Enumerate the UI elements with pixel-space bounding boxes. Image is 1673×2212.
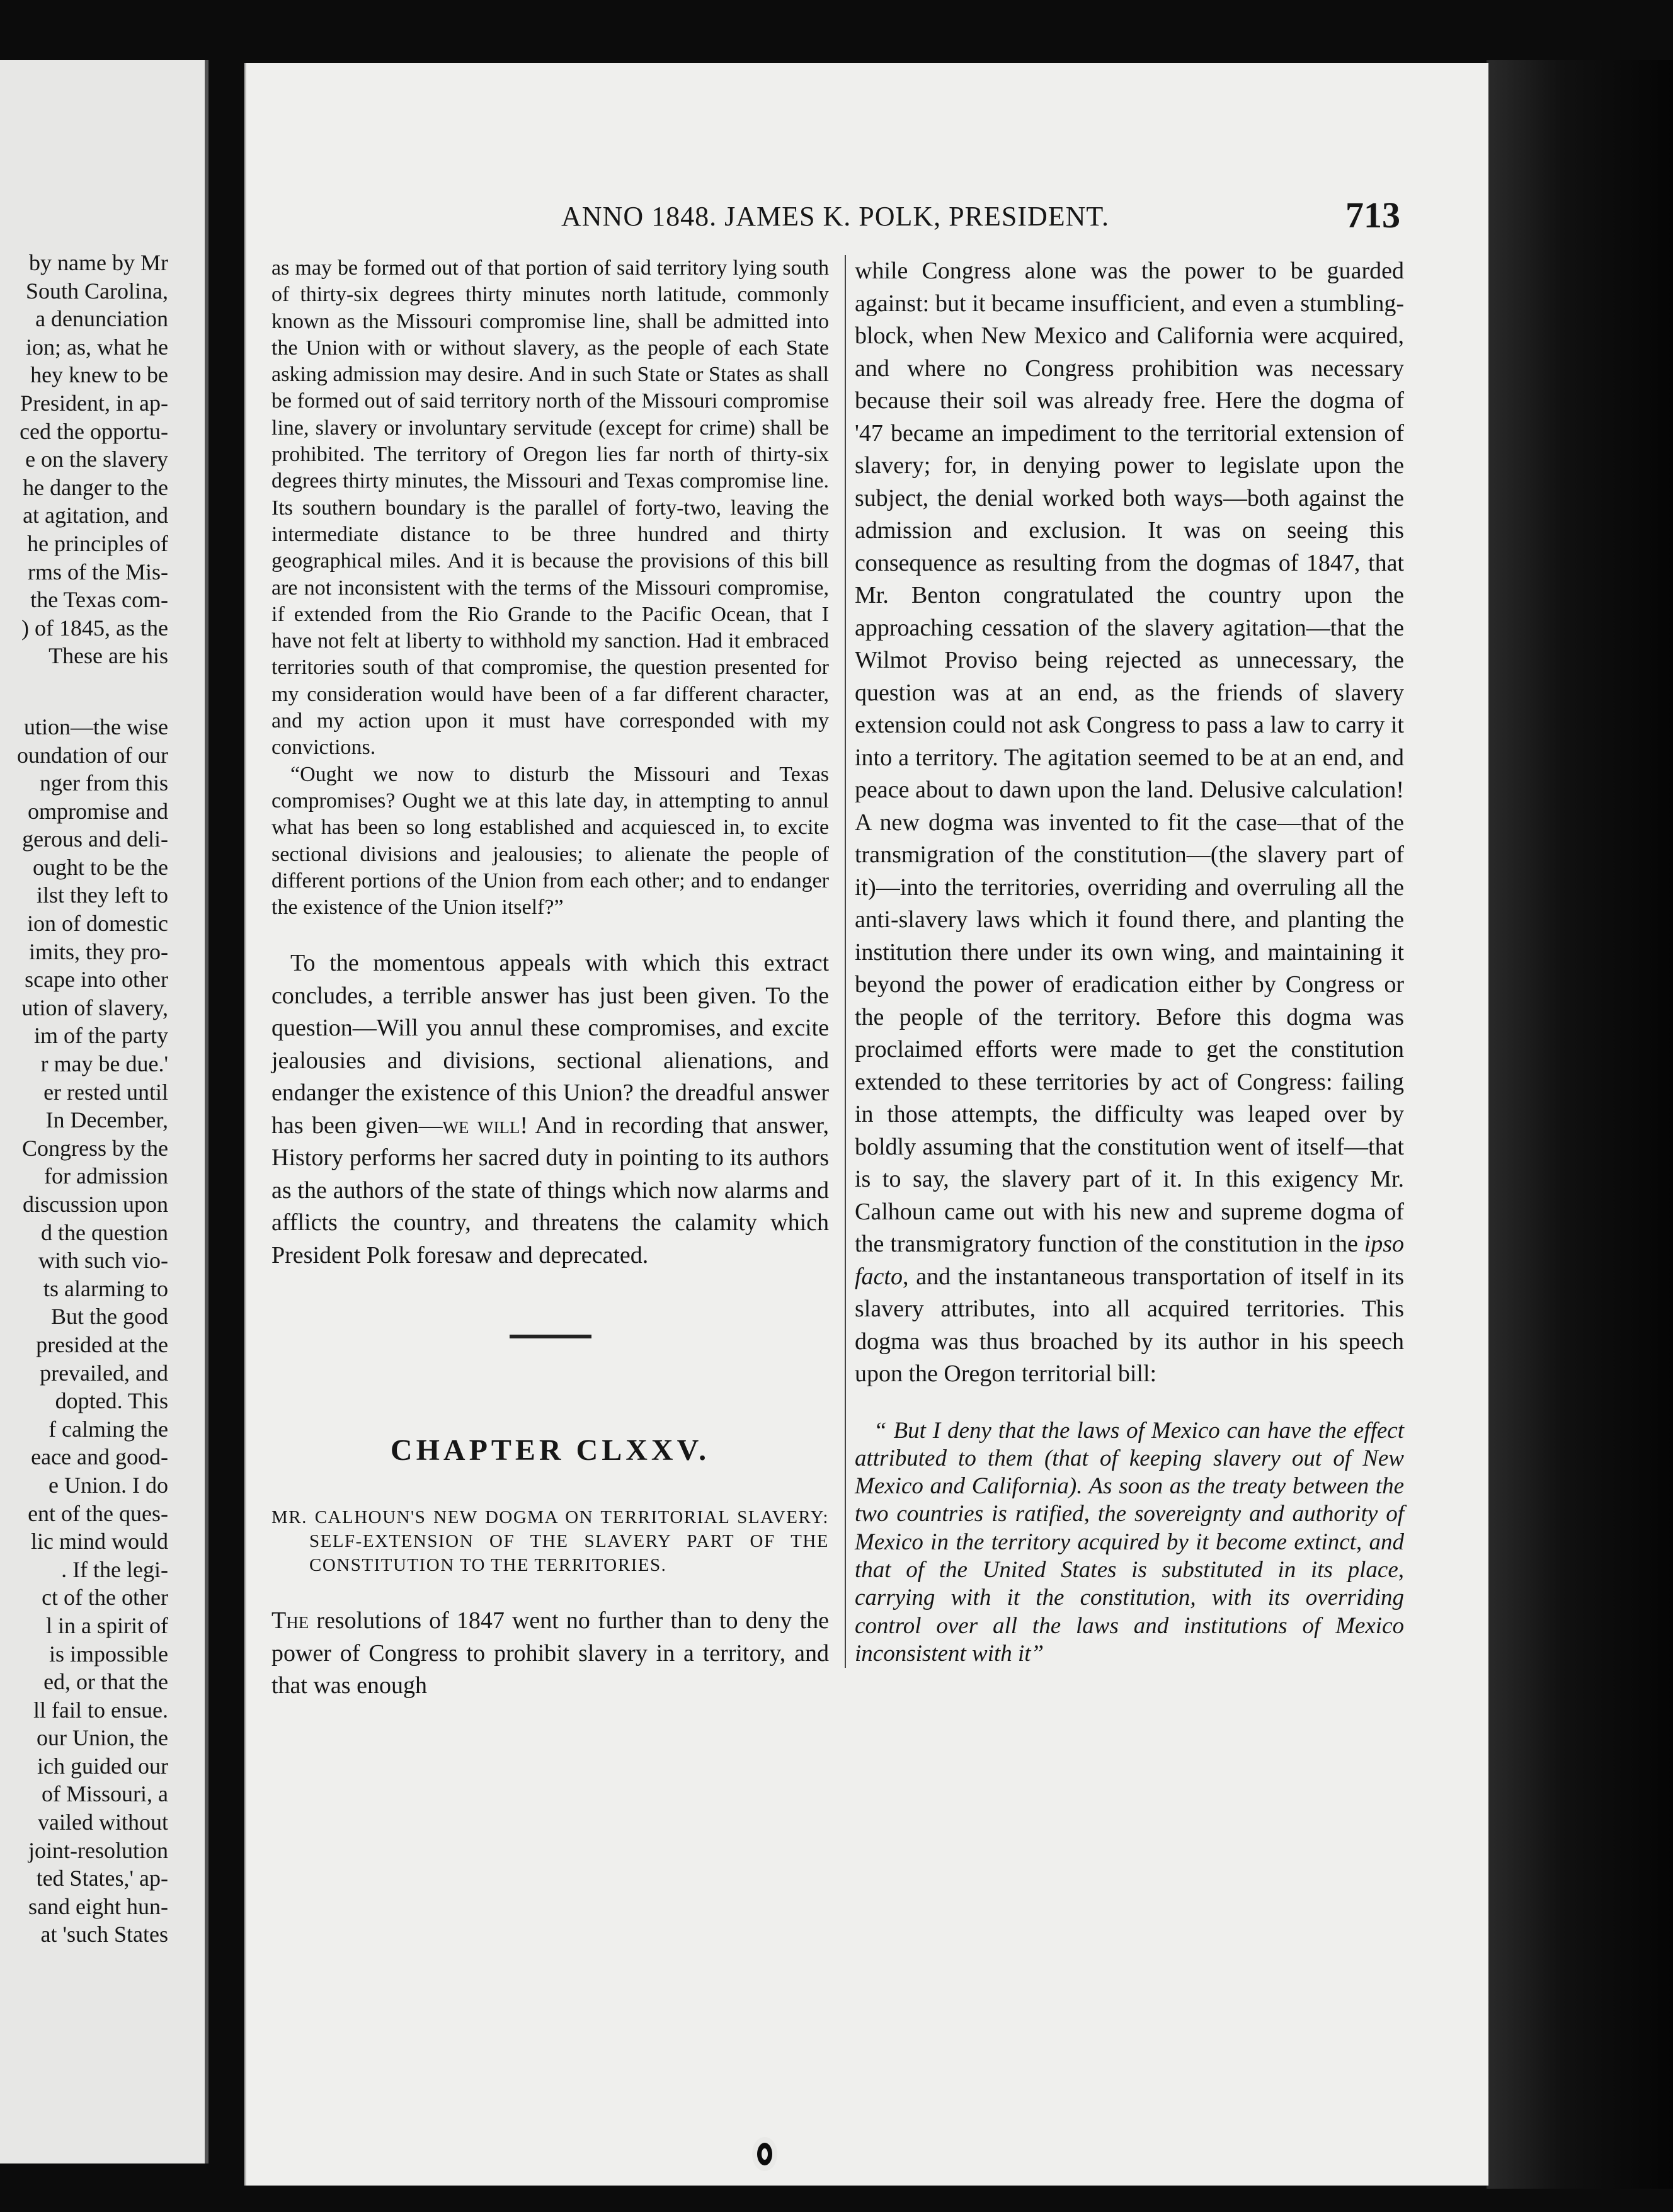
previous-page-line: ct of the other — [42, 1585, 168, 1611]
previous-page-line: ilst they left to — [37, 882, 168, 908]
previous-page-line: e on the slavery — [25, 447, 168, 472]
momentous-text-2: ! And in recording that answer, History performs her sacred duty in pointing to its authors as the authors of the state of things which now alarms and afflicts the country, and threatens the calamity which President Polk foresaw and deprecated. — [271, 1112, 830, 1268]
momentous-paragraph — [271, 947, 829, 1272]
chapter-summary: MR. CALHOUN'S NEW DOGMA ON TERRITORIAL SLAVERY: SELF-EXTENSION OF THE SLAVERY PART OF THE CONSTITUTION TO THE TERRITORIES. — [271, 1507, 829, 1576]
ipso-facto-italic: ipso facto — [855, 1231, 1404, 1290]
previous-page-line: ts alarming to — [43, 1275, 168, 1301]
previous-page-line: But the good — [51, 1304, 168, 1330]
previous-page-edge — [0, 60, 208, 2164]
previous-page-line: at 'such States — [40, 1922, 168, 1947]
continuation-end: , and the instantaneous transportation of itself in its slavery attributes, into all acquired territories. This dogma was thus broached by its author in his speech upon the Oregon territorial bill: — [855, 1263, 1404, 1387]
previous-page-line: d the question — [41, 1219, 168, 1245]
previous-page-line: joint-resolution — [28, 1837, 168, 1863]
previous-page-line: ) of 1845, as the — [21, 615, 168, 641]
previous-page-line: South Carolina, — [26, 278, 168, 304]
previous-page-line: e Union. I do — [49, 1472, 168, 1498]
previous-page-line: he danger to the — [23, 474, 168, 500]
previous-page-line: ent of the ques- — [28, 1500, 168, 1526]
previous-page-line: lic mind would — [31, 1529, 168, 1554]
previous-page-line: prevailed, and — [40, 1360, 168, 1386]
previous-page-line: . If the legi- — [61, 1556, 168, 1582]
previous-page-line: Congress by the — [22, 1135, 168, 1161]
previous-page-line: im of the party — [34, 1023, 168, 1049]
previous-page-line: President, in ap- — [20, 390, 168, 416]
momentous-text-1: To the momentous appeals with which this extract concludes, a terrible answer has just been given. To the question—Will you annul these compromises, and excite jealousies and divisions, sectional alienations, and endanger the existence of this Union? the dreadful answer has been given— — [271, 950, 829, 1139]
book-page — [244, 63, 1488, 2186]
previous-page-line: ich guided our — [37, 1753, 168, 1779]
previous-page-line: oundation of our — [17, 742, 168, 768]
page-number: 713 — [1345, 195, 1400, 236]
left-column — [271, 255, 829, 1702]
binding-ornament-icon — [750, 2135, 780, 2173]
previous-page-line: gerous and deli- — [22, 826, 168, 852]
calhoun-quote: “ But I deny that the laws of Mexico can have the effect attributed to them (that of keeping slavery out of New Mexico and California). As soon as the treaty between the two countries is ratified, the sovereignty and authority of Mexico in the territory acquired by it become extinct, and that of the United States is substituted in its place, carrying with it the constitution, with its overriding control over all the laws and institutions of Mexico inconsistent with it” — [855, 1417, 1404, 1667]
quote-continuation: as may be formed out of that portion of said territory lying south of thirty-six degrees thirty minutes north latitude, commonly known as the Missouri compromise line, shall be admitted into the Union with or without slavery, as the people of each State asking admission may desire. And in such State or States as shall be formed out of said territory north of the Missouri compromise line, slavery or involuntary servitude (except for crime) shall be prohibited. The territory of Oregon lies far north of thirty-six degrees thirty minutes, the Missouri and Texas compromise line. Its southern boundary is the parallel of forty-two, leaving the intermediate distance to be three hundred and thirty geographical miles. And it is because the provisions of this bill are not inconsistent with the terms of the Missouri compromise, if extended from the Rio Grande to the Pacific Ocean, that I have not felt at liberty to withhold my sanction. Had it embraced territories south of that compromise, the question presented for my consideration would have been of a far different character, and my action upon it must have corresponded with my convictions. — [271, 256, 829, 760]
previous-page-line: sand eight hun- — [28, 1893, 168, 1919]
previous-page-line: f calming the — [49, 1416, 168, 1442]
previous-page-line: l in a spirit of — [46, 1612, 168, 1638]
chapter-opening-paragraph — [271, 1605, 829, 1702]
previous-page-line: scape into other — [25, 967, 168, 993]
opening-text: resolutions of 1847 went no further than to deny the power of Congress to prohibit slavery in a territory, and that was enough — [271, 1607, 829, 1699]
previous-page-line: In December, — [45, 1107, 168, 1133]
previous-page-line: is impossible — [49, 1641, 168, 1667]
previous-page-line: imits, they pro- — [29, 938, 168, 964]
previous-page-line: with such vio- — [38, 1248, 168, 1274]
previous-page-line: discussion upon — [22, 1192, 168, 1217]
previous-page-line: ompromise and — [28, 798, 168, 824]
previous-page-line: a denunciation — [35, 306, 168, 332]
previous-page-line: dopted. This — [55, 1388, 168, 1414]
previous-page-line: ted States,' ap- — [36, 1866, 168, 1891]
previous-page-line: ed, or that the — [43, 1669, 168, 1695]
previous-page-line: ion of domestic — [27, 911, 168, 937]
quote-second-paragraph: “Ought we now to disturb the Missouri and Texas compromises? Ought we at this late day, in attempting to annul what has been so long established and acquiesced in, to excite sectional divisions and jealousies; to alienate the people of different portions of the Union from each other; and to endanger the existence of the Union itself?” — [271, 762, 829, 920]
continuation-paragraph — [855, 255, 1404, 1391]
previous-page-line: he principles of — [27, 530, 168, 556]
previous-page-line: of Missouri, a — [42, 1781, 168, 1807]
opening-word: The — [271, 1607, 309, 1634]
previous-page-line: r may be due.' — [40, 1051, 168, 1077]
book-spine-shadow — [1487, 60, 1673, 2189]
previous-page-line: vailed without — [38, 1810, 168, 1835]
continuation-text: while Congress alone was the power to be guarded against: but it became insufficient, and even a stumbling-block, when New Mexico and California were acquired, and where no Congress prohibition was necessary because their soil was already free. Here the dogma of '47 became an impediment to the territorial extension of slavery; for, in denying power to legislate upon the subject, the denial worked both ways—both against the admission and exclusion. It was on seeing this consequence as resulting from the dogmas of 1847, that Mr. Benton congratulated the country upon the approaching cessation of the slavery agitation—that the Wilmot Proviso being rejected as unnecessary, the question was at an end, as the friends of slavery extension could not ask Congress to pass a law to carry it into a territory. The agitation seemed to be at an end, and peace about to dawn upon the land. Delusive calculation! A new dogma was invented to fit the case—that of the transmigration of the constitution—(the slavery part of it)—into the territories, overriding and overruling all the anti-slavery laws which it found there, and planting the institution there under its own wing, and maintaining it beyond the power of eradication either by Congress or the people of the territory. Before this dogma was proclaimed efforts were made to get the constitution extended to these territories by act of Congress: failing in those attempts, the difficulty was leaped over by boldly assuming that the constitution went of itself—that is to say, the slavery part of it. In this exigency Mr. Calhoun came out with his new and supreme dogma of the transmigratory function of the constitution in the — [855, 258, 1404, 1257]
previous-page-line: at agitation, and — [23, 503, 168, 528]
previous-page-line: the Texas com- — [30, 587, 168, 613]
running-head: ANNO 1848. JAMES K. POLK, PRESIDENT. — [561, 201, 1110, 232]
previous-page-line: ced the opportu- — [20, 418, 168, 444]
previous-page-line: presided at the — [36, 1331, 168, 1357]
previous-page-line: ought to be the — [33, 854, 168, 880]
previous-page-line: ution—the wise — [24, 714, 168, 739]
previous-page-line: by name by Mr — [29, 250, 168, 275]
previous-page-line: our Union, the — [37, 1725, 168, 1751]
we-will-small-caps: we will — [442, 1112, 520, 1139]
previous-page-line — [0, 670, 168, 713]
chapter-title: CHAPTER CLXXV. — [390, 1434, 711, 1468]
previous-page-line: ution of slavery, — [21, 995, 168, 1020]
page-header — [246, 194, 1488, 244]
previous-page-line: ll fail to ensue. — [33, 1697, 168, 1723]
previous-page-line: rms of the Mis- — [28, 559, 168, 584]
previous-page-line: er rested until — [43, 1079, 168, 1105]
section-rule — [510, 1335, 591, 1338]
previous-page-line: hey knew to be — [30, 362, 168, 388]
previous-page-line: for admission — [44, 1163, 168, 1189]
previous-page-line: eace and good- — [31, 1444, 168, 1470]
right-column — [845, 255, 1404, 1668]
previous-page-text-fragments — [0, 249, 168, 1949]
previous-page-line: These are his — [49, 643, 168, 669]
previous-page-line: ion; as, what he — [26, 334, 168, 360]
previous-page-line: nger from this — [40, 770, 168, 796]
